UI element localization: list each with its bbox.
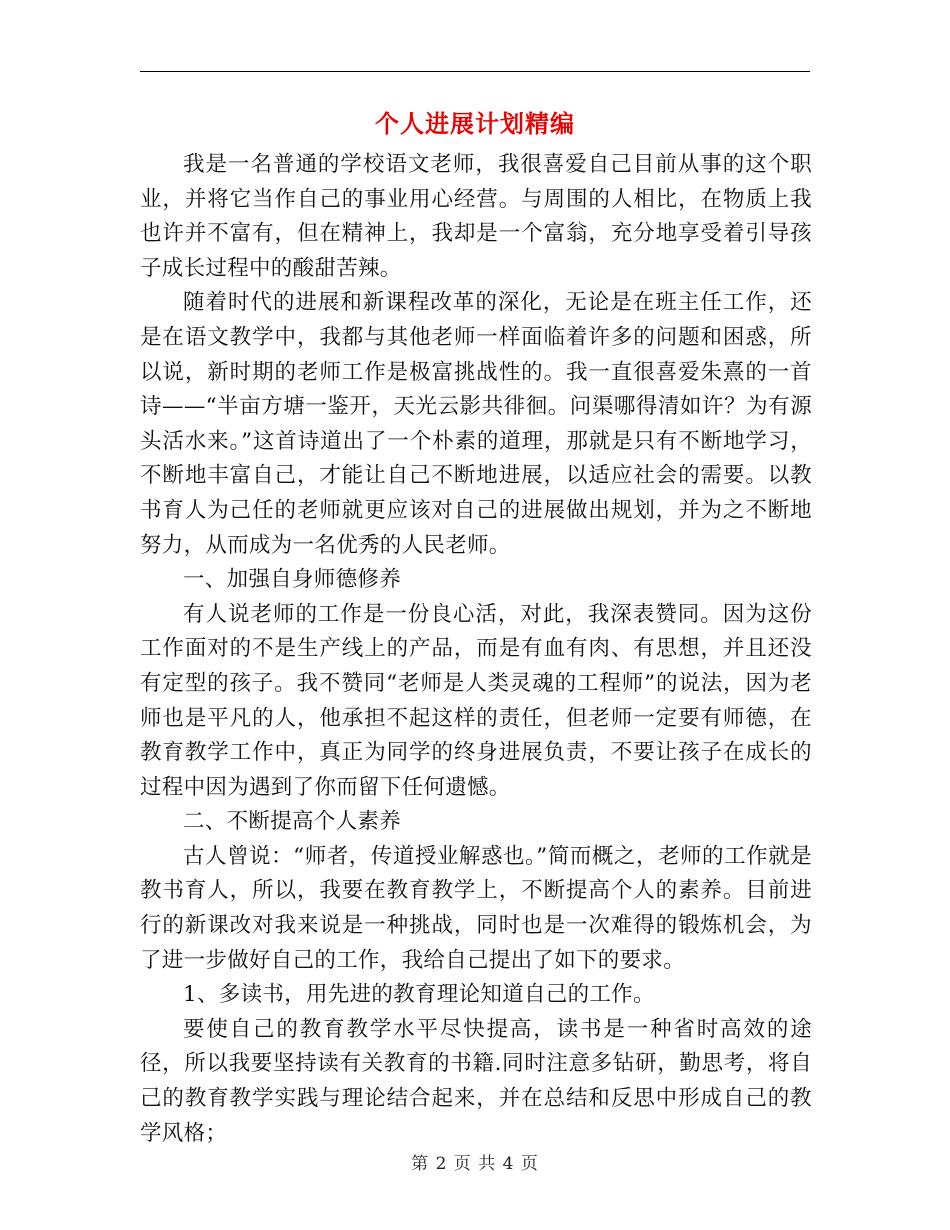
paragraph-reading: 要使自己的教育教学水平尽快提高，读书是一种省时高效的途径，所以我要坚持读有关教育的书籍.同时注意多钻研，勤思考，将自己的教育教学实践与理论结合起来，并在总结和反思中形成自己的教学风格； xyxy=(140,1016,812,1146)
paragraph-quality: 古人曾说：“师者，传道授业解惑也。”简而概之，老师的工作就是教书育人，所以，我要在教育教学上，不断提高个人的素养。目前进行的新课改对我来说是一种挑战，同时也是一次难得的锻炼机会，为了进一步做好自己的工作，我给自己提出了如下的要求。 xyxy=(140,843,812,973)
section-heading-ethics: 一、加强自身师德修养 xyxy=(183,567,402,593)
paragraph-intro: 我是一名普通的学校语文老师，我很喜爱自己目前从事的这个职业，并将它当作自己的事业用心经营。与周围的人相比，在物质上我也许并不富有，但在精神上，我却是一个富翁，充分地享受着引导孩子成长过程中的酸甜苦辣。 xyxy=(140,152,812,281)
paragraph-context: 随着时代的进展和新课程改革的深化，无论是在班主任工作，还是在语文教学中，我都与其他老师一样面临着许多的问题和困惑，所以说，新时期的老师工作是极富挑战性的。我一直很喜爱朱熹的一首诗——“半亩方塘一鉴开，天光云影共徘徊。问渠哪得清如许？为有源头活水来。”这首诗道出了一个朴素的道理，那就是只有不断地学习，不断地丰富自己，才能让自己不断地进展，以适应社会的需要。以教书育人为己任的老师就更应该对自己的进展做出规划，并为之不断地努力，从而成为一名优秀的人民老师。 xyxy=(140,290,812,558)
section-heading-quality: 二、不断提高个人素养 xyxy=(183,809,402,835)
paragraph-ethics: 有人说老师的工作是一份良心活，对此，我深表赞同。因为这份工作面对的不是生产线上的产品，而是有血有肉、有思想，并且还没有定型的孩子。我不赞同“老师是人类灵魂的工程师”的说法，因为老师也是平凡的人，他承担不起这样的责任，但老师一定要有师德，在教育教学工作中，真正为同学的终身进展负责，不要让孩子在成长的过程中因为遇到了你而留下任何遗憾。 xyxy=(140,601,812,800)
header-rule xyxy=(140,71,810,72)
document-body xyxy=(140,148,812,1151)
page-number-footer: 第 2 页 共 4 页 xyxy=(411,1154,539,1174)
subsection-heading-reading: 1、多读书，用先进的教育理论知道自己的工作。 xyxy=(183,982,655,1008)
document-title: 个人进展计划精编 xyxy=(375,109,575,138)
